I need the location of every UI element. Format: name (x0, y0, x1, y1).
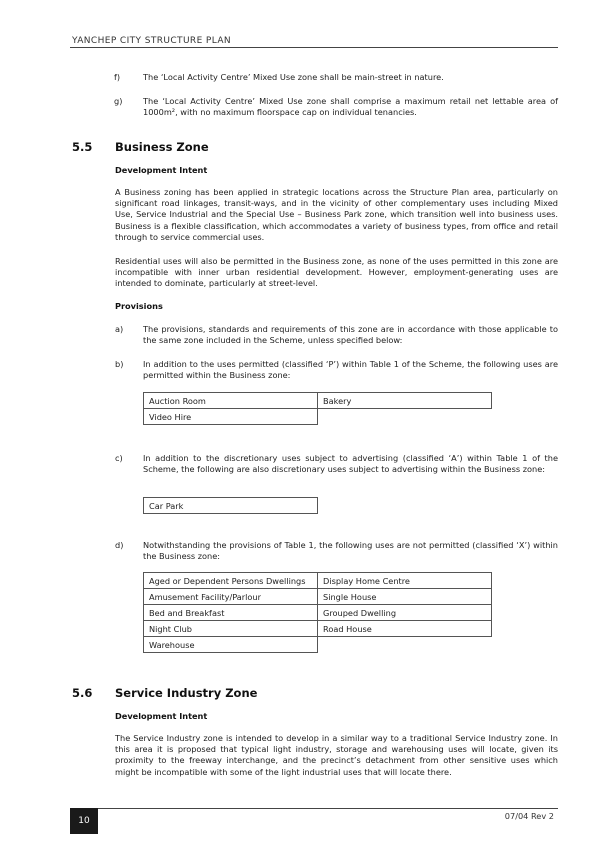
table-cell: Grouped Dwelling (318, 605, 492, 621)
table-cell: Auction Room (144, 393, 318, 409)
section-number: 5.5 (72, 140, 93, 154)
subheading-development-intent: Development Intent (115, 165, 208, 175)
table-cell: Bakery (318, 393, 492, 409)
uses-table-permitted (143, 392, 492, 425)
table-cell: Warehouse (144, 637, 318, 653)
table-cell: Car Park (144, 498, 318, 514)
revision-label: 07/04 Rev 2 (504, 811, 554, 821)
table-cell: Aged or Dependent Persons Dwellings (144, 573, 318, 589)
item-marker-c: c) (115, 453, 123, 463)
table-row (144, 409, 492, 425)
section-number: 5.6 (72, 686, 93, 700)
item-text-c: In addition to the discretionary uses subject to advertising (classified ‘A’) within Table 1 of the Scheme, the following are also discretionary uses subject to advertising within the Business zone: (143, 453, 558, 475)
item-marker-a: a) (115, 324, 124, 334)
item-marker-f: f) (114, 72, 121, 82)
table-row (144, 589, 492, 605)
table-row (144, 621, 492, 637)
item-text-b: In addition to the uses permitted (classified ‘P’) within Table 1 of the Scheme, the following uses are permitted within the Business zone: (143, 359, 558, 381)
paragraph: The Service Industry zone is intended to develop in a similar way to a traditional Service Industry zone. In this area it is proposed that typical light industry, storage and warehousing uses will locate, given its proximity to the freeway interchange, and the precinct’s detachment from other sensitive uses which might be incompatible with some of the light industrial uses that will locate there. (115, 733, 558, 777)
item-marker-d: d) (115, 540, 124, 550)
table-cell-empty (318, 409, 492, 425)
table-row (144, 637, 492, 653)
item-text-a: The provisions, standards and requirements of this zone are in accordance with those applicable to the same zone included in the Scheme, unless specified below: (143, 324, 558, 346)
table-row (144, 605, 492, 621)
paragraph: Residential uses will also be permitted in the Business zone, as none of the uses permitted in this zone are incompatible with inner urban residential development. However, employment-generating uses are intended to dominate, particularly at street-level. (115, 256, 558, 289)
table-row (144, 573, 492, 589)
section-title: Service Industry Zone (115, 686, 258, 700)
item-marker-g: g) (114, 96, 123, 106)
document-header-title: YANCHEP CITY STRUCTURE PLAN (72, 36, 232, 46)
table-cell: Single House (318, 589, 492, 605)
table-cell: Night Club (144, 621, 318, 637)
table-row (144, 498, 318, 514)
item-marker-b: b) (115, 359, 124, 369)
item-text-f: The ‘Local Activity Centre’ Mixed Use zone shall be main-street in nature. (143, 72, 444, 82)
page-number: 10 (70, 808, 98, 834)
subheading-development-intent: Development Intent (115, 711, 208, 721)
table-cell: Display Home Centre (318, 573, 492, 589)
table-row (144, 393, 492, 409)
section-title: Business Zone (115, 140, 209, 154)
table-cell: Road House (318, 621, 492, 637)
uses-table-discretionary (143, 497, 318, 514)
item-text-g: The ‘Local Activity Centre’ Mixed Use zone shall comprise a maximum retail net lettable area of 1000m², with no maximum floorspace cap on individual tenancies. (143, 96, 558, 118)
table-cell: Amusement Facility/Parlour (144, 589, 318, 605)
table-cell-empty (318, 637, 492, 653)
footer-rule (70, 808, 558, 809)
subheading-provisions: Provisions (115, 301, 163, 311)
header-rule (70, 47, 558, 48)
uses-table-not-permitted (143, 572, 492, 653)
item-text-d: Notwithstanding the provisions of Table 1, the following uses are not permitted (classified ‘X’) within the Business zone: (143, 540, 558, 562)
table-cell: Bed and Breakfast (144, 605, 318, 621)
paragraph: A Business zoning has been applied in strategic locations across the Structure Plan area, particularly on significant road linkages, transit-ways, and in the vicinity of other complementary uses including Mixed Use, Service Industrial and the Special Use – Business Park zone, which transition well into business uses. Business is a flexible classification, which accommodates a variety of business types, from office and retail through to service commercial uses. (115, 187, 558, 242)
table-cell: Video Hire (144, 409, 318, 425)
